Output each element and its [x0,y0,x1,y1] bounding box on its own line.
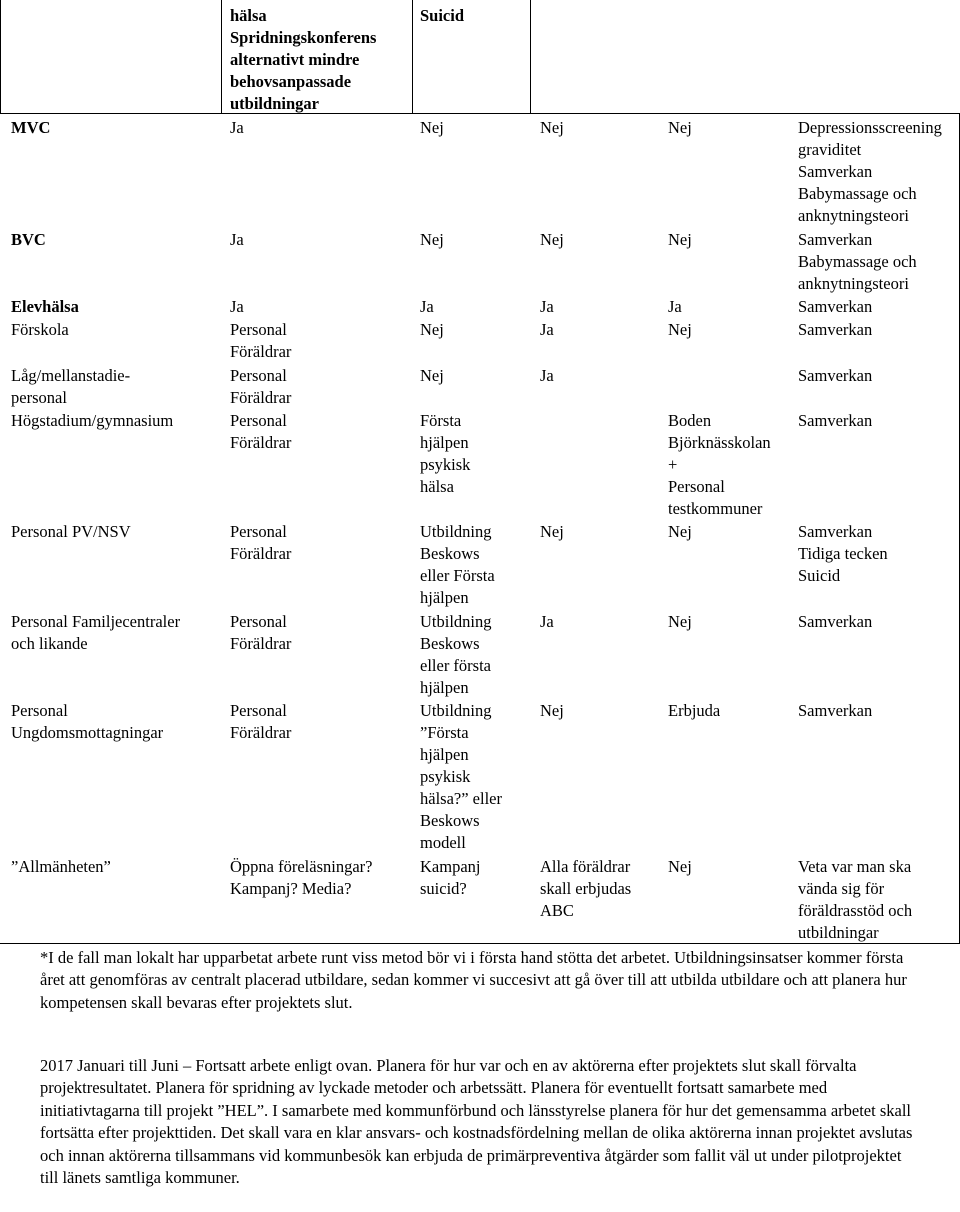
cell: Ja [230,118,244,137]
cell: Depressionsscreening graviditet Samverkan Babymassage och anknytningsteori [798,118,942,225]
cell: Alla föräldrar skall erbjudas ABC [540,857,632,920]
cell: Samverkan [798,411,873,430]
cell: Personal Föräldrar [230,411,292,452]
cell: Boden Björknässkolan + Personal testkommuner [668,411,771,518]
cell: Utbildning Beskows eller Första hjälpen [420,522,495,607]
cell: Samverkan [798,320,873,339]
row-label: ”Allmänheten” [11,857,111,876]
cell: Utbildning ”Första hjälpen psykisk hälsa?” eller Beskows modell [420,701,502,852]
cell: Utbildning Beskows eller första hjälpen [420,612,492,697]
cell: Samverkan Tidiga tecken Suicid [798,522,888,585]
row-label: Låg/mellanstadie- personal [11,366,131,407]
cell: Samverkan [798,612,873,631]
timeline-paragraph: 2017 Januari till Juni – Fortsatt arbete enligt ovan. Planera för hur var och en av aktörerna efter projektets slut skall förvalta projektresultatet. Planera för spridning av lyckade metoder och arbetssätt. Planera för eventuellt fortsatt samarbete med initiativtagarna till projekt ”HEL”. I samarbete med kommunförbund och länsstyrelse planera för hur det gemensamma arbetet skall fortsätta efter projekttiden. Det skall vara en klar ansvars- och kostnadsfördelning mellan de olika aktörerna innan projektet avslutas och innan aktörerna tillsammans vid kommunbesök kan erbjuda de primärpreventiva åtgärder som fallit väl ut under pilotprojektet till länets samtliga kommuner. [40,1056,913,1188]
cell: Ja [540,366,554,385]
table-divider [221,0,222,113]
cell: Samverkan [798,297,873,316]
cell: Nej [420,230,444,249]
table-border-left [0,0,1,113]
cell: Personal Föräldrar [230,522,292,563]
header-col-suicide: Suicid [420,6,465,25]
cell: Personal Föräldrar [230,366,292,407]
cell: Nej [668,230,692,249]
table-divider [412,0,413,113]
row-label: Högstadium/gymnasium [11,411,174,430]
cell: Samverkan [798,701,873,720]
row-label: Personal Familjecentraler och likande [11,612,181,653]
cell: Ja [668,297,682,316]
cell: Nej [668,522,692,541]
cell: Nej [540,701,564,720]
header-col-health: hälsa Spridningskonferens alternativt mindre behovsanpassade utbildningar [230,6,377,113]
cell: Personal Föräldrar [230,320,292,361]
cell: Veta var man ska vända sig för föräldrasstöd och utbildningar [798,857,913,942]
row-label: Elevhälsa [11,297,79,316]
cell: Öppna föreläsningar? Kampanj? Media? [230,857,373,898]
cell: Ja [230,297,244,316]
cell: Samverkan [798,366,873,385]
cell: Kampanj suicid? [420,857,481,898]
cell: Ja [230,230,244,249]
cell: Nej [540,522,564,541]
footnote-paragraph: *I de fall man lokalt har upparbetat arbete runt viss metod bör vi i första hand stötta det arbetet. Utbildningsinsatser kommer första året att genomföras av centralt placerad utbildare, sedan kommer vi succesivt att gå över till att utbilda utbildare och att planera hur kompetensen skall bevaras efter projektets slut. [40,948,907,1012]
cell: Personal Föräldrar [230,612,292,653]
row-label: Förskola [11,320,69,339]
cell: Erbjuda [668,701,721,720]
row-label: Personal PV/NSV [11,522,131,541]
cell: Ja [540,612,554,631]
row-label: MVC [11,118,51,137]
cell: Nej [668,857,692,876]
row-label: BVC [11,230,46,249]
cell: Nej [668,612,692,631]
cell: Nej [420,320,444,339]
cell: Nej [540,230,564,249]
cell: Ja [540,297,554,316]
cell: Nej [668,118,692,137]
cell: Ja [540,320,554,339]
cell: Nej [540,118,564,137]
table-row-divider [0,113,960,114]
cell: Samverkan Babymassage och anknytningsteori [798,230,917,293]
cell: Nej [668,320,692,339]
cell: Nej [420,366,444,385]
cell: Nej [420,118,444,137]
cell: Ja [420,297,434,316]
table-divider [530,0,531,113]
cell: Första hjälpen psykisk hälsa [420,411,471,496]
row-label: Personal Ungdomsmottagningar [11,701,164,742]
cell: Personal Föräldrar [230,701,292,742]
